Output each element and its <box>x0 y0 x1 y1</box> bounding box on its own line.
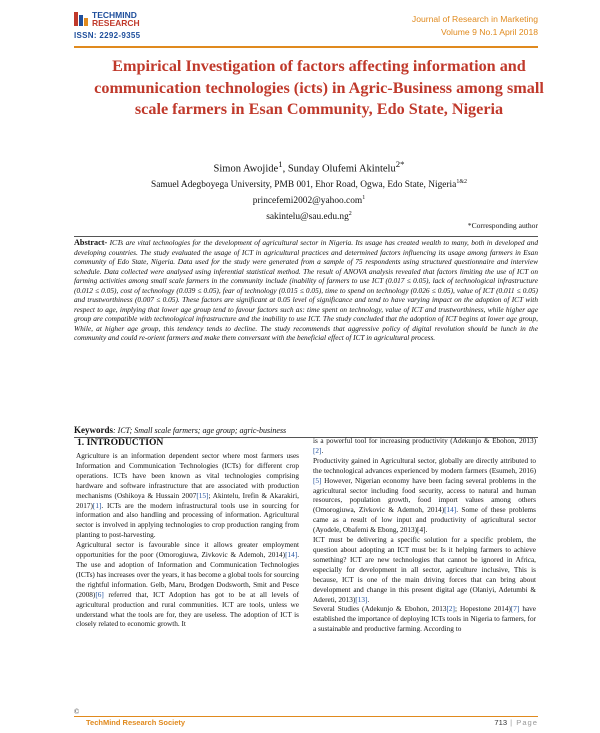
citation-link[interactable]: [13] <box>355 595 368 604</box>
paragraph: Agricultural sector is favourable since it allows greater employment opportunities for the poor (Omorogiuwa, Zivkovic & Ademoh, 2014)[14]. The use and adoption of Information and Communication Technologies (ICTs) has increases over the years, it has become a global tools for sourcing the rightful information. Gelb, Maru, Brodgen Dodsworth, Smit and Pesce (2008)[6] referred that, ICT Adoption has got to be at all levels of agricultural production and rural communities. ICT are tools, unless we understand what the tools are for, they are useless. The adoption of ICT is closely related to economic growth. It <box>76 541 299 629</box>
publisher-name: TechMind Research Society <box>86 718 186 727</box>
citation-link[interactable]: [2] <box>446 605 455 614</box>
page-number-value: 713 <box>494 718 508 727</box>
abstract-label: Abstract- <box>74 238 108 247</box>
citation-link[interactable]: [14] <box>444 506 457 515</box>
left-column <box>76 452 299 630</box>
paragraph: Agriculture is an information dependent sector where most farmers uses Information and Communication Technologies (ICTs) for different crop operations. ICTs have been known as vital technologies comprising hardware and software infrastructure that are associated with production mechanisms (Oshikoya & Hussain 2007[15]; Akintelu, Irefin & Akarakiri, 2017)[1]. ICTs are the modern infrastructural tools use in sourcing for information and also handling and processing of information. Agricultural sector is involved in applying technologies to crop production ranging from planting to post-harvesting. <box>76 452 299 540</box>
author-2-sup: 2* <box>395 159 405 169</box>
citation-link[interactable]: [7] <box>510 605 520 614</box>
page-label: | Page <box>507 718 538 727</box>
paragraph: is a powerful tool for increasing productivity (Adekunjo & Ebohon, 2013)[2]. <box>313 437 536 455</box>
paragraph: Productivity gained in Agricultural sector, globally are directly attributed to the technological advances experienced by modern farmers (Esumeh, 2016)[5] However, Nigerian economy have been facing several problems in the agricultural sector including food security, access to natural and human resources, population growth, food import values among others (Omorogiuwa, Zivkovic & Ademoh, 2014)[14]. Some of these problems came as a result of low input and productivity of agricultural sector (Ayodele, Obafemi & Ebong, 2013)[4]. <box>313 456 536 535</box>
email-1[interactable]: princefemi2002@yahoo.com <box>252 196 363 207</box>
email-2-sup: 2 <box>348 211 352 218</box>
right-column <box>313 437 536 635</box>
page-number <box>494 718 538 727</box>
author-2: Sunday Olufemi Akintelu <box>287 163 396 175</box>
journal-logo <box>74 10 164 40</box>
citation-link[interactable]: [14] <box>285 551 298 560</box>
logo-name: TECHMIND <box>92 10 137 20</box>
journal-volume: Volume 9 No.1 April 2018 <box>441 27 538 37</box>
citation-link[interactable]: [5] <box>313 476 322 485</box>
keywords-text: : ICT; Small scale farmers; age group; agric-business <box>113 426 287 435</box>
email-2[interactable]: sakintelu@sau.edu.ng <box>266 212 349 223</box>
copyright-symbol: © <box>74 708 80 716</box>
techmind-logo-icon <box>74 10 88 28</box>
affiliation-block <box>74 176 544 224</box>
author-1: Simon Awojide <box>213 163 279 175</box>
keywords-label: Keywords <box>74 425 113 435</box>
citation-link[interactable]: [1] <box>92 501 102 510</box>
abstract-divider <box>74 236 538 237</box>
paragraph: ICT must be delivering a specific solution for a specific problem, the question about adopting an ICT must be: Is it helping farmers to achieve something? ICT are new technologies that cannot be ignored in Africa, especially for development in all sector, agriculture inclusive, This is because, ICT is one of the main driving forces that can bring about development and change in this present digital age (Olaniyi, Adetumbi & Adereti, 2013)[13]. <box>313 536 536 604</box>
issn: ISSN: 2292-9355 <box>74 31 141 40</box>
author-separator: , <box>282 163 288 175</box>
header-divider <box>74 46 538 48</box>
corresponding-author-note: *Corresponding author <box>467 221 538 230</box>
abstract <box>74 238 538 343</box>
citation-link[interactable]: [6] <box>95 590 104 599</box>
logo-subname: RESEARCH <box>92 18 140 28</box>
paragraph: Several Studies (Adekunjo & Ebohon, 2013[2]; Hopestone 2014)[7] have established the importance of deploying ICTs tools in Nigeria to farmers, for a sustainable and productive farming. According to <box>313 605 537 634</box>
journal-info <box>412 13 538 39</box>
affiliation: Samuel Adegboyega University, PMB 001, Ehor Road, Ogwa, Edo State, Nigeria <box>150 180 457 191</box>
journal-name: Journal of Research in Marketing <box>411 14 538 24</box>
section-heading: 1. INTRODUCTION <box>77 437 164 448</box>
affiliation-sup: 1&2 <box>456 179 467 185</box>
email-1-sup: 1 <box>362 195 366 202</box>
citation-link[interactable]: [2] <box>313 446 322 455</box>
footer-divider <box>74 716 538 717</box>
citation-link[interactable]: [15] <box>196 491 209 500</box>
keywords <box>74 425 286 435</box>
abstract-text: ICTs are vital technologies for the development of agricultural sector in Nigeria. Its usage has created wealth to many, both in developed and developing countries. The study evaluated the usage of ICT in agricultural practices and determined factors influencing its usage among farmers in Esan community of Edo State, Nigeria. Data used for the study were generated from a sample of 75 respondents using structured questionnaire and interview schedule. Data collected were analysed using inferential statistical method. The result of ANOVA analysis revealed that factors limiting the use of ICT on farming activities among small scale farmers in the community include (inability of farmers to use ICT (0.017 ≤ 0.05), lack of technological infrastructure (0.012 ≤ 0.05), cost of technology (0.039 ≤ 0.05), fear of technology (0.015 ≤ 0.05), time to spend on technology (0.026 ≤ 0.05), value of ICT (0.011 ≤ 0.05) and trustworthiness (0.007 ≤ 0.05). These factors are significant at 0.05 level of significance and tend to have varying impact on the adoption of ICT with respect to age, implying that lower age group tend to favour factors such as: time spent on technology, value of ICT and trustworthiness, while higher age group are compatible with technological infrastructure and the inability to use ICT. The study concluded that the adoption of ICT begins at lower age group, While, at higher age group, this tendency tends to decline. The study recommends that aggressive policy of digital revolution should be lunch in the community and could re-orient farmers and make them conversant with the beneficial effect of ICT in agricultural process. <box>74 238 538 342</box>
author-line <box>74 158 544 176</box>
author-1-sup: 1 <box>278 159 283 169</box>
paper-title: Empirical Investigation of factors affecting information and communication technologies (icts) in Agric-Business among small scale farmers in Esan Community, Edo State, Nigeria <box>94 57 544 118</box>
